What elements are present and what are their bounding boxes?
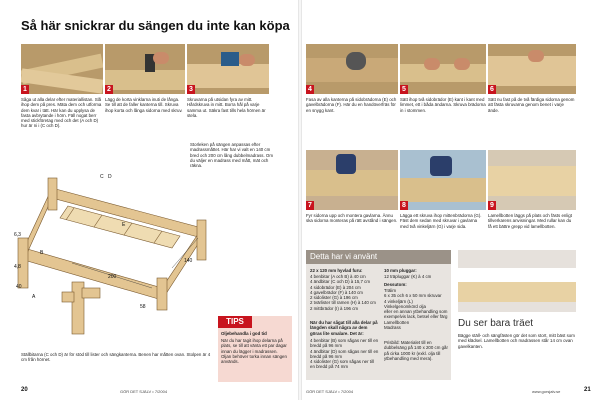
page-number-left: 20 [21, 387, 28, 393]
step-caption-3: Skruvarna på utsidan fyra av mitt. Hårdskruva in mitt. Borra hål på varje samma ut. Säkra fast tills hela hörnen är stela. [187, 97, 266, 118]
step-caption-8: Lägga ett skruva ihop mittenbrädorna (G). Fäst dem sedan med skruvar i gavlarna med två vinkeljärn (G) i varje sida. [400, 213, 482, 229]
dessutom-item: Madrass [384, 325, 401, 331]
diagram-label-a: A [32, 294, 36, 300]
page-title: Så här snickrar du sängen du inte kan köpa [21, 18, 290, 33]
materials-note-head: När du har sågat till alla delar på längden skall några av dem göras lite smalare. Det är: [310, 320, 378, 336]
step-photo-3 [187, 44, 269, 94]
tips-subtitle: Oljebehandla i god tid [221, 331, 267, 336]
step-photo-8 [400, 150, 486, 210]
plugs-text: 12 träpluggar (K) à 4 cm [384, 274, 432, 279]
step-number: 8 [400, 201, 408, 210]
step-caption-2: Lägg de korta vinklarna inuti de långa. Se till att de faller kanterna till. Skruva ihop korta och långa sidorna med skruv. [105, 97, 183, 113]
material-item: 4 sidobrädor (E) à 204 cm [310, 284, 361, 290]
step-caption-5: Sätt ihop två sidobrädor (E) kant i kant med limmet, ett i båda ändarna. Skruva brädorna in i stommen. [400, 97, 486, 113]
dessutom-item: 6 x 35 och 6 x 50 mm skruvar [384, 293, 442, 299]
step-photo-4 [306, 44, 398, 94]
step-photo-2 [105, 44, 185, 94]
bed-photo [458, 250, 576, 312]
material-item: 4 benbitar (A och B) à 40 cm [310, 274, 366, 279]
bed-diagram [12, 138, 222, 318]
diagram-label-6-3: 6,3 [14, 232, 21, 238]
materials-subhead: 22 x 120 mm hyvlad furu: [310, 268, 363, 273]
step-number: 2 [105, 85, 113, 94]
dessutom-head: Dessutom: [384, 282, 407, 287]
step-caption-7: Fyr sidorna upp och montera gavlarna. Ännu ska sidorna monteras på rätt avstånd i sängen. [306, 213, 398, 224]
dessutom-item: Trälim [384, 288, 397, 293]
material-item: 2 sidolister (G) à 196 cm [310, 295, 358, 301]
dessutom-item: 4 vinkeljärn (L) [384, 298, 413, 304]
leg-detail-diagram [58, 278, 106, 338]
material-item: 2 mittbrädor (I) à 196 cm [310, 305, 359, 311]
step-number: 6 [488, 85, 496, 94]
step-caption-6: Sätt nu fast på de två färdiga sidorna genom att fästa skruvarna genom benet i varje ände. [488, 97, 575, 113]
material-item: 2 tvärlister till ramen (H) à 140 cm [310, 300, 376, 306]
footer-right-left: GÖR DET SJÄLV • 7/2004 [306, 389, 354, 394]
page-number-right: 21 [584, 387, 591, 393]
tips-heading: TIPS [218, 316, 252, 328]
step-number: 1 [21, 85, 29, 94]
side-text: Bägge ställ- och sängfästen gör det som stort, mitt bäst som med klädsel. Lamellbotten och madrassen står 14 cm ovan gavelkanten. [458, 333, 575, 349]
step-number: 9 [488, 201, 496, 210]
step-number: 3 [187, 85, 195, 94]
step-photo-1 [21, 44, 103, 94]
diagram-label-4-8: 4,8 [14, 264, 21, 270]
diagram-label-200: 200 [108, 274, 117, 280]
step-number: 5 [400, 85, 408, 94]
diagram-label-e: E [122, 222, 126, 228]
material-item: 4 ändbitar (C och D) à 15,7 cm [310, 279, 371, 285]
step-photo-5 [400, 44, 486, 94]
diagram-label-b: B [40, 250, 44, 256]
footer-right-url: www.gorsjalv.se [532, 389, 561, 394]
step-number: 7 [306, 201, 314, 210]
step-photo-6 [488, 44, 576, 94]
dessutom-item: Vinkelgenomkörd olja [384, 303, 426, 309]
step-caption-4: Fasa av alla kanterna på sidobrädorna (E) och gavelbrädorna (F). Här du en handöverfräs för en snygg kant. [306, 97, 397, 113]
materials-heading: Detta har vi använt [306, 250, 451, 264]
dessutom-item: Lamellbotten [384, 319, 410, 325]
step-photo-9 [488, 150, 576, 210]
plugs-head: 10 mm pluggar: [384, 268, 417, 273]
material-note: 4 sidolister (G) som sågas ner till en bredd på 74 mm [310, 359, 374, 370]
tips-text: När du har tagit ihop delarna på plats, se till att vänta ett par dagar innan du lägger i madrassen. Oljan behöver torka innan sängen används. [221, 338, 287, 365]
material-item: 4 gavelbrädor (F) à 140 cm [310, 289, 363, 295]
materials-list [310, 274, 380, 311]
diagram-label-58: 58 [140, 304, 146, 310]
side-heading: Du ser bara träet [458, 318, 534, 329]
right-page [302, 0, 600, 400]
dessutom-item: eller en annan ytbehandling som exempelvis lack, betsel eller färg [384, 309, 448, 320]
material-note: 4 benbitar (B) som sågas ner till en bredd på 96 mm [310, 338, 379, 349]
left-page [0, 0, 298, 400]
diagram-label-140: 140 [184, 258, 193, 264]
diagram-label-40: 40 [16, 284, 22, 290]
storleken-text: Storleken på sängen anpassas efter madrassmåttet. Här har vi valt en 140 cm bred och 200 cm lång dubbelmadrass. Om du väljer en madrass med mått, mät och räkna. [190, 142, 273, 169]
diagram-label-d: D [108, 174, 112, 180]
bottom-left-text: Ställbitarna (C och D) är för stöd till lister och sängkanterna. Benen har måtten ovan. Stolpen är 4 cm från hörnet. [21, 352, 211, 363]
diagram-label-c: C [100, 174, 104, 180]
prisbild-text: Prisbild: Materialet till en dubbelsäng på 140 x 200 cm går på cirka 1000 kr (exkl. olja till ytbehandling med mera). [384, 340, 448, 361]
materials-notes [310, 338, 380, 370]
step-caption-1: Såga ut alla delar efter materiallistan. Slå ihop dem på pres. Mäta dem och utforma dem kvar i tätt. Här kan du upplysa de fasta avbrytande i hörn. Fäll nogat berr med stickföretag med och det (A och D) hur är ni i (C och D). [21, 97, 102, 129]
footer-left: GÖR DET SJÄLV • 7/2004 [120, 389, 168, 394]
step-photo-7 [306, 150, 398, 210]
step-caption-9: Lamellbotten läggs på plats och fästs enligt tillverkarens anvisningar. Med rullar kan du få ett bättre grepp vid lamellbotten. [488, 213, 572, 229]
dessutom-list [384, 288, 450, 330]
tips-box [218, 316, 292, 382]
material-note: 4 ändbitar (D) som sågas ner till en bredd på 96 mm [310, 348, 379, 359]
step-number: 4 [306, 85, 314, 94]
